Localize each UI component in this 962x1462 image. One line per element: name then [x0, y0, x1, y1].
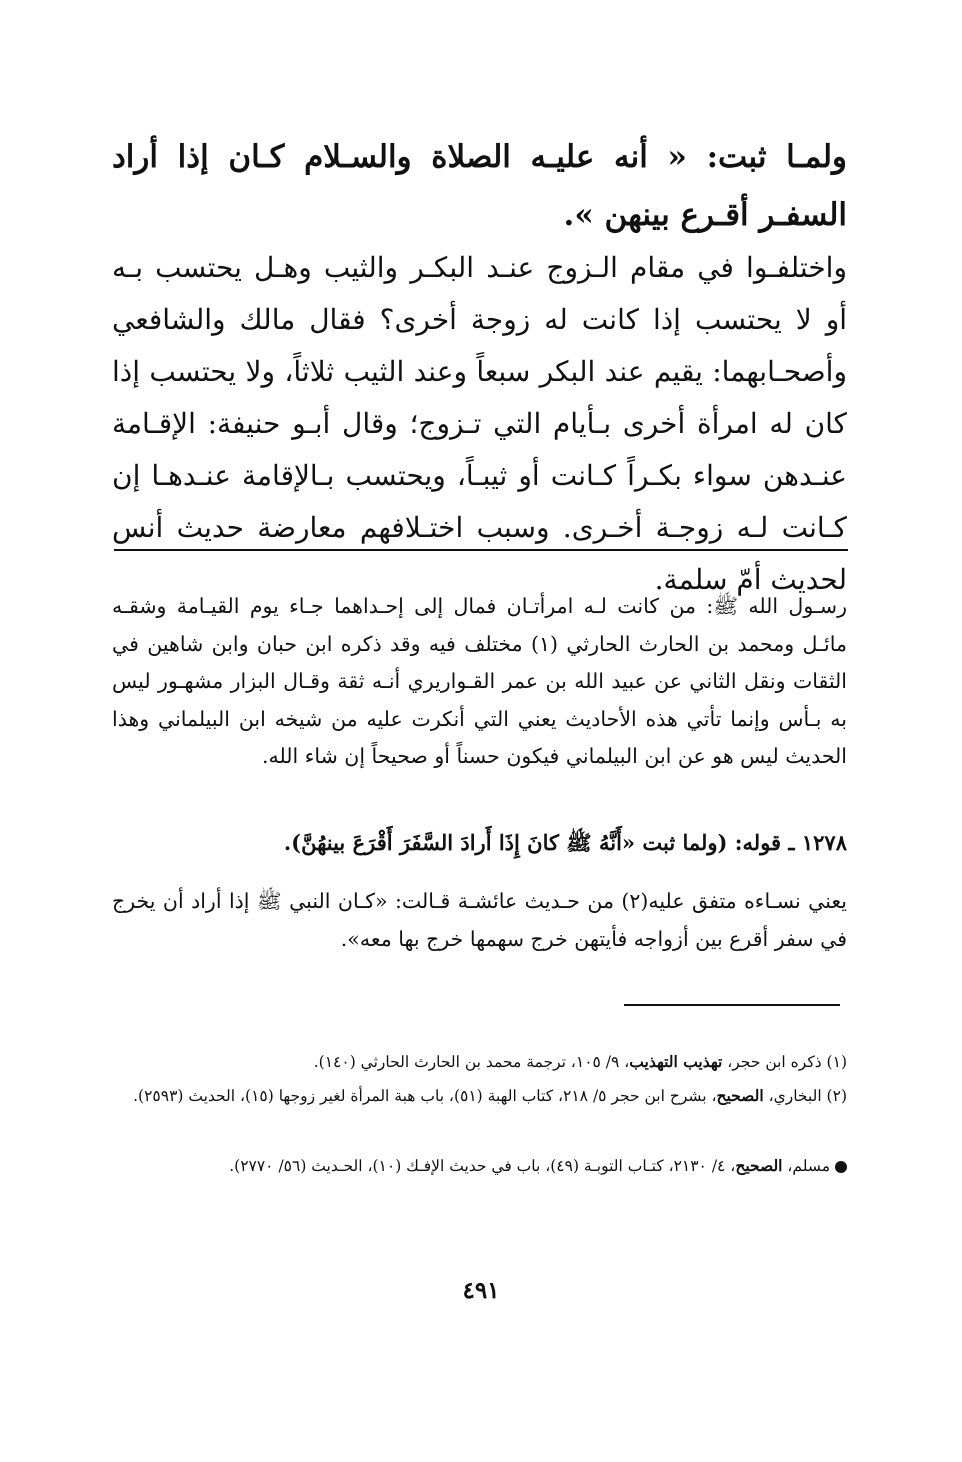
commentary-paragraph-1: رسـول الله ﷺ: من كانت لـه امرأتـان فمال إلى إحـداهما جـاء يوم القيـامة وشقـه مائـل ومحمد بن الحارث الحارثي (١) مختلف فيه وقد ذكره ابن حبان وابن شاهين في الثقات ونقل الثاني عن عبيد الله بن عمر القـواريري أنـه ثقة وقـال البزار مشهـور ليس به بـأس وإنما تأتي هذه الأحاديث يعني التي أنكرت عليه من شيخه ابن البيلماني وهذا الحديث ليس هو عن ابن البيلماني فيكون حسناً أو صحيحاً إن شاء الله. — [112, 594, 847, 768]
commentary-paragraph-2: يعني نسـاءه متفق عليه(٢) من حـديث عائشـة قـالت: «كـان النبي ﷺ إذا أراد أن يخرج في سفر أقرع بين أزواجه فأيتهن خرج سهمها خرج بها معه». — [112, 889, 847, 951]
footnote-1-book-title: تهذيب التهذيب — [629, 1052, 723, 1071]
footnote-separator — [624, 1004, 840, 1006]
footnote-1-suffix: ، ٩/ ١٠٥، ترجمة محمد بن الحارث الحارثي (١٤٠). — [313, 1053, 630, 1071]
main-body-paragraph: واختلفـوا في مقام الـزوج عنـد البكـر والثيب وهـل يحتسب بـه أو لا يحتسب إذا كانت له زوجة أخرى؟ فقال مالك والشافعي وأصحـابهما: يقيم عند البكر سبعاً وعند الثيب ثلاثاً، ولا يحتسب إذا كان له امرأة أخرى بـأيام التي تـزوج؛ وقال أبـو حنيفة: الإقـامة عنـدهن سواء بكـراً كـانت أو ثيبـاً، ويحتسب بـالإقامة عنـدهـا إن كـانت لـه زوجـة أخـرى. وسبب اختـلافهم معارضة حديث أنس لحديث أمّ سلمة. — [112, 251, 847, 596]
main-text-separator — [114, 549, 848, 551]
footnote-1 — [112, 1046, 847, 1078]
footnote-3-prefix: مسلم، — [782, 1157, 830, 1175]
bullet-icon — [835, 1161, 847, 1173]
footnote-3-book-title: الصحيح — [735, 1156, 783, 1175]
footnote-1-prefix: (١) ذكره ابن حجر، — [722, 1053, 847, 1071]
footnote-2-suffix: ، بشرح ابن حجر ٥/ ٢١٨، كتاب الهبة (٥١)، باب هبة المرأة لغير زوجها (١٥)، الحديث (٢٥٩٣). — [133, 1087, 717, 1105]
commentary-entry-heading: ١٢٧٨ ـ قوله: (ولما ثبت «أَنَّهُ ﷺ كانَ إِذَا أَرادَ السَّفَرَ أَقْرَعَ بينهُنَّ). — [283, 830, 847, 855]
footnote-2-prefix: (٢) البخاري، — [763, 1087, 847, 1105]
footnote-2-book-title: الصحيح — [716, 1086, 764, 1105]
footnote-3-suffix: ، ٤/ ٢١٣٠، كتـاب التوبـة (٤٩)، باب في حديث الإفـك (١٠)، الحـديث (٥٦/ ٢٧٧٠). — [229, 1157, 736, 1175]
page-number: ٤٩١ — [462, 1277, 500, 1304]
main-quote-paragraph: ولمـا ثبت: « أنه عليـه الصلاة والسـلام كـان إذا أراد السفـر أقـرع بينهن ». — [112, 139, 847, 233]
footnote-3 — [112, 1150, 847, 1182]
footnote-2 — [112, 1080, 847, 1112]
